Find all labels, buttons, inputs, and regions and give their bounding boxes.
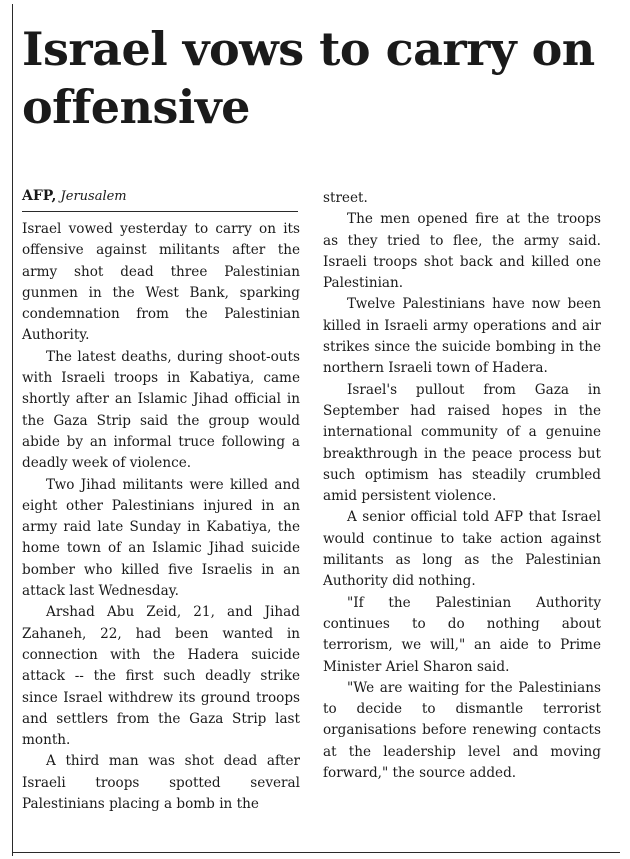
dateline-divider (22, 211, 298, 212)
article-paragraph: Israel's pullout from Gaza in September had raised hopes in the international community of a genuine breakthrough in the peace process but such optimism has steadily crumbled amid persistent violence. (323, 381, 601, 505)
article-paragraph-continued: street. (323, 190, 368, 206)
article-paragraph: Arshad Abu Zeid, 21, and Jihad Zahaneh, 22, had been wanted in connection with the Hadera suicide attack -- the first such deadly strike since Israel withdrew its ground troops and settlers from the Gaza Strip last month. (22, 604, 300, 749)
byline-location: Jerusalem (60, 189, 127, 204)
byline-agency: AFP, (22, 188, 57, 204)
headline: Israel vows to carry on offensive (22, 22, 595, 134)
article-paragraph: The men opened fire at the troops as they tried to flee, the army said. Israeli troops shot back and killed one Palestinian. (323, 211, 601, 292)
dateline (22, 188, 298, 205)
article-column-left (22, 219, 300, 815)
article-paragraph: The latest deaths, during shoot-outs with Israeli troops in Kabatiya, came shortly after an Islamic Jihad official in the Gaza Strip said the group would abide by an informal truce following a deadly week of violence. (22, 348, 300, 472)
article-paragraph: Israel vowed yesterday to carry on its offensive against militants after the army shot dead three Palestinian gunmen in the West Bank, sparking condemnation from the Palestinian Authority. (22, 221, 300, 344)
column-border-left (12, 4, 13, 856)
article-paragraph: "If the Palestinian Authority continues to do nothing about terrorism, we will," an aide to Prime Minister Ariel Sharon said. (323, 594, 601, 675)
article-paragraph: "We are waiting for the Palestinians to decide to dismantle terrorist organisations before renewing contacts at the leadership level and moving forward," the source added. (323, 679, 601, 782)
article-paragraph: A third man was shot dead after Israeli troops spotted several Palestinians placing a bomb in the (22, 753, 300, 813)
article-paragraph: A senior official told AFP that Israel would continue to take action against militants as long as the Palestinian Authority did nothing. (323, 509, 601, 590)
bottom-border (12, 852, 620, 853)
article-column-right (323, 188, 601, 784)
article-paragraph: Twelve Palestinians have now been killed in Israeli army operations and air strikes since the suicide bombing in the northern Israeli town of Hadera. (323, 296, 601, 377)
article-paragraph: Two Jihad militants were killed and eight other Palestinians injured in an army raid late Sunday in Kabatiya, the home town of an Islamic Jihad suicide bomber who killed five Israelis in an attack last Wednesday. (22, 476, 300, 600)
